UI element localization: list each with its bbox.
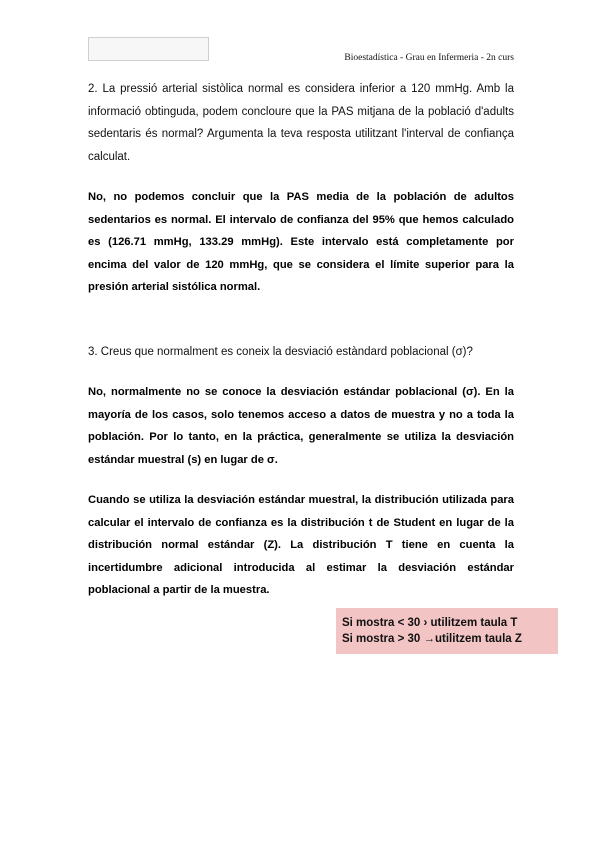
logo-placeholder [88, 37, 209, 61]
note-line-2: Si mostra > 30 →utilitzem taula Z [342, 633, 522, 645]
highlight-note [336, 608, 558, 654]
note-line-1: Si mostra < 30 › utilitzem taula T [342, 617, 518, 629]
answer-3-paragraph-2: Cuando se utiliza la desviación estándar muestral, la distribución utilizada para calcular el intervalo de confianza es la distribución t de Student en lugar de la distribución normal estándar (Z). La distribución T tiene en cuenta la incertidumbre adicional introducida al estimar la desviación estándar poblacional a partir de la muestra. [88, 494, 514, 596]
answer-2: No, no podemos concluir que la PAS media de la población de adultos sedentarios es normal. El intervalo de confianza del 95% que hemos calculado es (126.71 mmHg, 133.29 mmHg). Este intervalo está completamente por encima del valor de 120 mmHg, que se considera el límite superior para la presión arterial sistólica normal. [88, 191, 514, 293]
page-header: Bioestadística - Grau en Infermeria - 2n curs [344, 53, 514, 63]
question-3: 3. Creus que normalment es coneix la desviació estàndard poblacional (σ)? [88, 345, 473, 358]
question-2: 2. La pressió arterial sistòlica normal es considera inferior a 120 mmHg. Amb la informació obtinguda, podem concloure que la PAS mitjana de la població d'adults sedentaris és normal? Argumenta la teva resposta utilitzant l'interval de confiança calculat. [88, 83, 514, 163]
spacer [88, 317, 514, 341]
document-body [88, 78, 514, 620]
answer-3-paragraph-1: No, normalmente no se conoce la desviación estándar poblacional (σ). En la mayoría de los casos, solo tenemos acceso a datos de muestra y no a toda la población. Por lo tanto, en la práctica, generalmente se utiliza la desviación estándar muestral (s) en lugar de σ. [88, 386, 514, 466]
